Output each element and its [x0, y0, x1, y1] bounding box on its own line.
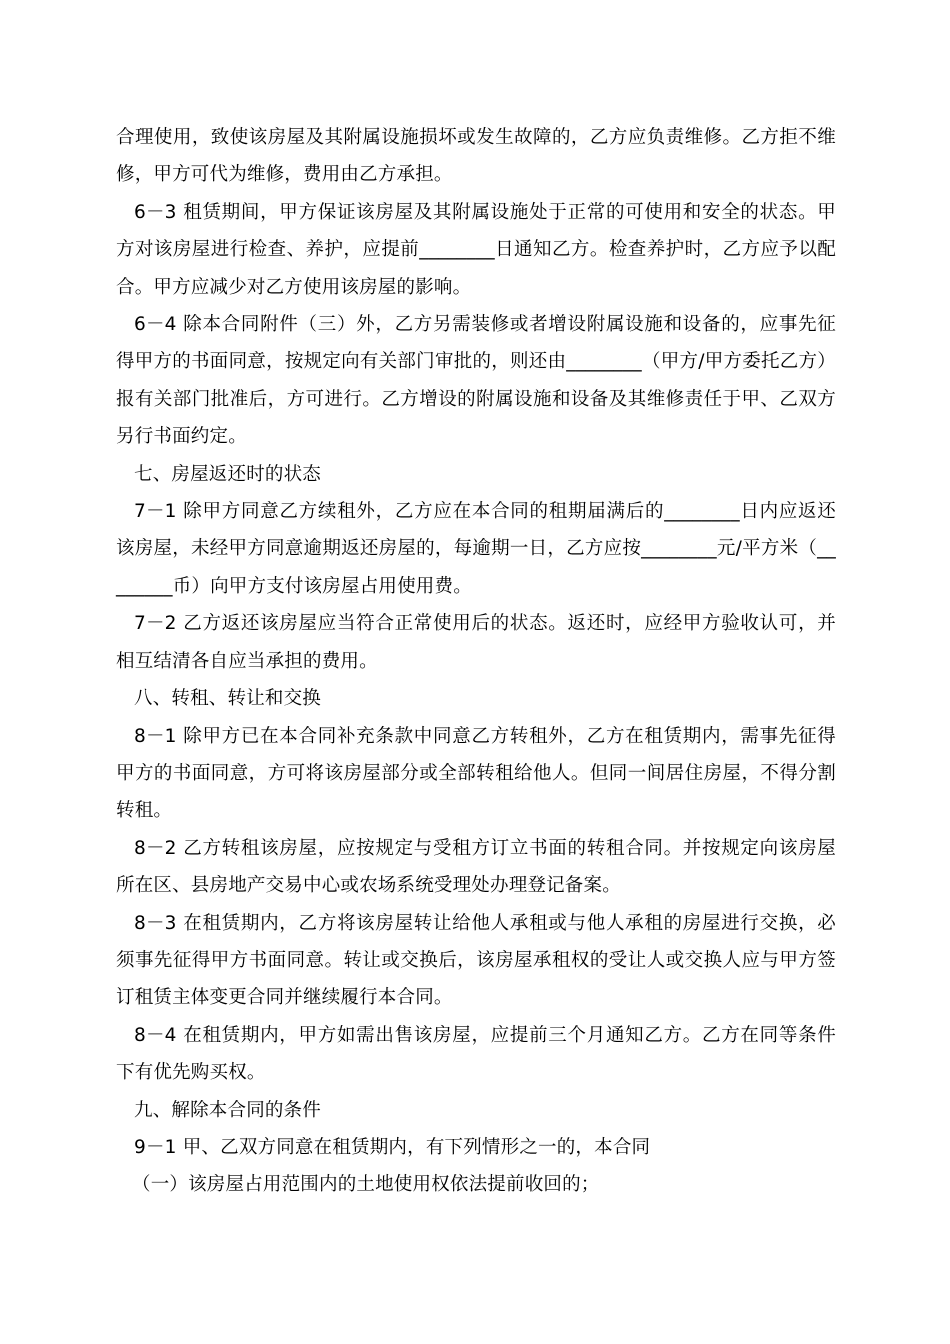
clause-8-3: 8－3 在租赁期内，乙方将该房屋转让给他人承租或与他人承租的房屋进行交换，必须事先征得甲方书面同意。转让或交换后，该房屋承租权的受让人或交换人应与甲方签订租赁主体变更合同并继续履行本合同。 — [116, 912, 836, 1009]
clause-6-3: 6－3 租赁期间，甲方保证该房屋及其附属设施处于正常的可使用和安全的状态。甲方对该房屋进行检查、养护，应提前________日通知乙方。检查养护时，乙方应予以配合。甲方应减少对乙方使用该房屋的影响。 — [116, 201, 836, 298]
clause-7-1: 7－1 除甲方同意乙方续租外，乙方应在本合同的租期届满后的________日内应返还该房屋，未经甲方同意逾期返还房屋的，每逾期一日，乙方应按________元/平方米（________币）向甲方支付该房屋占用使用费。 — [116, 501, 836, 597]
clause-7-2: 7－2 乙方返还该房屋应当符合正常使用后的状态。返还时，应经甲方验收认可，并相互结清各自应当承担的费用。 — [116, 613, 836, 672]
paragraph-repair-continued: 合理使用，致使该房屋及其附属设施损坏或发生故障的，乙方应负责维修。乙方拒不维修，甲方可代为维修，费用由乙方承担。 — [116, 127, 836, 186]
document-page — [116, 119, 836, 1204]
list-item-1: （一）该房屋占用范围内的土地使用权依法提前收回的； — [132, 1174, 600, 1196]
clause-8-4: 8－4 在租赁期内，甲方如需出售该房屋，应提前三个月通知乙方。乙方在同等条件下有优先购买权。 — [116, 1024, 836, 1084]
section-heading-9: 九、解除本合同的条件 — [134, 1099, 322, 1121]
section-heading-7: 七、房屋返还时的状态 — [134, 463, 322, 485]
clause-9-1: 9－1 甲、乙双方同意在租赁期内，有下列情形之一的，本合同 — [134, 1136, 651, 1158]
clause-6-4: 6－4 除本合同附件（三）外，乙方另需装修或者增设附属设施和设备的，应事先征得甲方的书面同意，按规定向有关部门审批的，则还由________（甲方/甲方委托乙方）报有关部门批准后，方可进行。乙方增设的附属设施和设备及其维修责任于甲、乙双方另行书面约定。 — [116, 314, 836, 448]
section-heading-8: 八、转租、转让和交换 — [134, 688, 322, 710]
clause-8-1: 8－1 除甲方已在本合同补充条款中同意乙方转租外，乙方在租赁期内，需事先征得甲方的书面同意，方可将该房屋部分或全部转租给他人。但同一间居住房屋，不得分割转租。 — [116, 725, 836, 822]
clause-8-2: 8－2 乙方转租该房屋，应按规定与受租方订立书面的转租合同。并按规定向该房屋所在区、县房地产交易中心或农场系统受理处办理登记备案。 — [116, 837, 836, 897]
